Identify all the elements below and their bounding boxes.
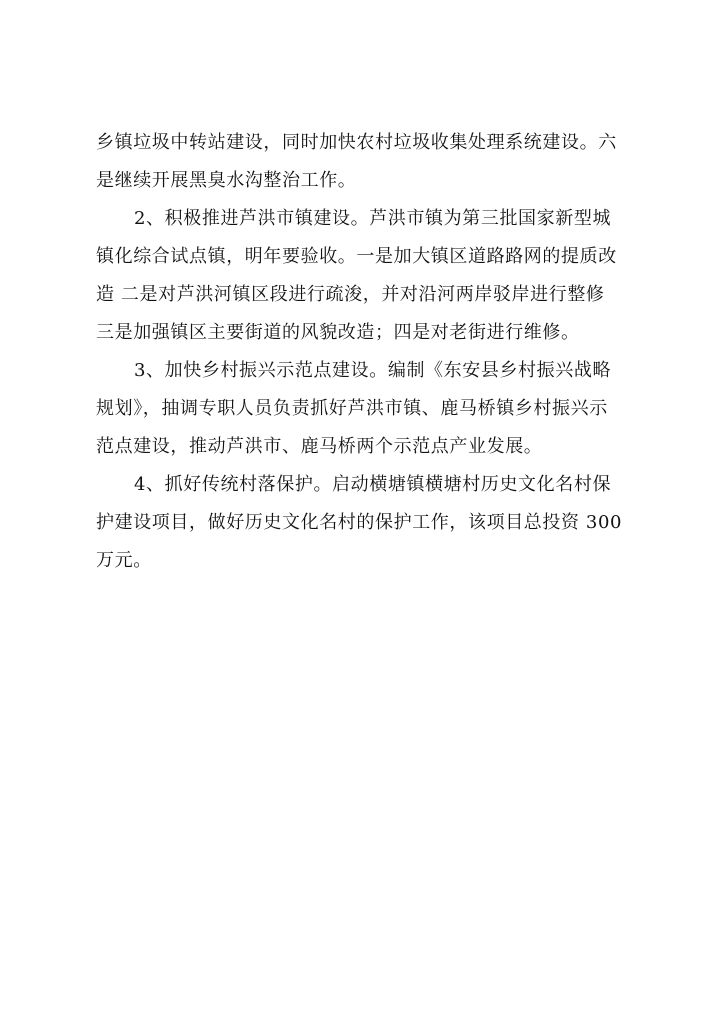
- paragraph-3-start: 3、加快乡村振兴示范点建设。编制《东安县乡村振兴战略: [134, 360, 612, 381]
- text-line: 万元。: [96, 550, 152, 571]
- text-line: 护建设项目，做好历史文化名村的保护工作，该项目总投资 300: [96, 512, 623, 533]
- text-line: 镇化综合试点镇，明年要验收。一是加大镇区道路路网的提质改: [96, 246, 617, 267]
- text-line: 规划》，抽调专职人员负责抓好芦洪市镇、鹿马桥镇乡村振兴示: [96, 398, 608, 419]
- document-body: [96, 124, 636, 580]
- paragraph-2-start: 2、积极推进芦洪市镇建设。芦洪市镇为第三批国家新型城: [134, 208, 612, 229]
- text-line: 乡镇垃圾中转站建设，同时加快农村垃圾收集处理系统建设。六: [96, 132, 617, 153]
- text-line: 是继续开展黑臭水沟整治工作。: [96, 170, 357, 191]
- paragraph-4-start: 4、抓好传统村落保护。启动横塘镇横塘村历史文化名村保: [134, 474, 612, 495]
- text-line: 范点建设，推动芦洪市、鹿马桥两个示范点产业发展。: [96, 436, 543, 457]
- text-line: 三是加强镇区主要街道的风貌改造；四是对老街进行维修。: [96, 322, 580, 343]
- text-line: 造 二是对芦洪河镇区段进行疏浚，并对沿河两岸驳岸进行整修: [96, 284, 605, 305]
